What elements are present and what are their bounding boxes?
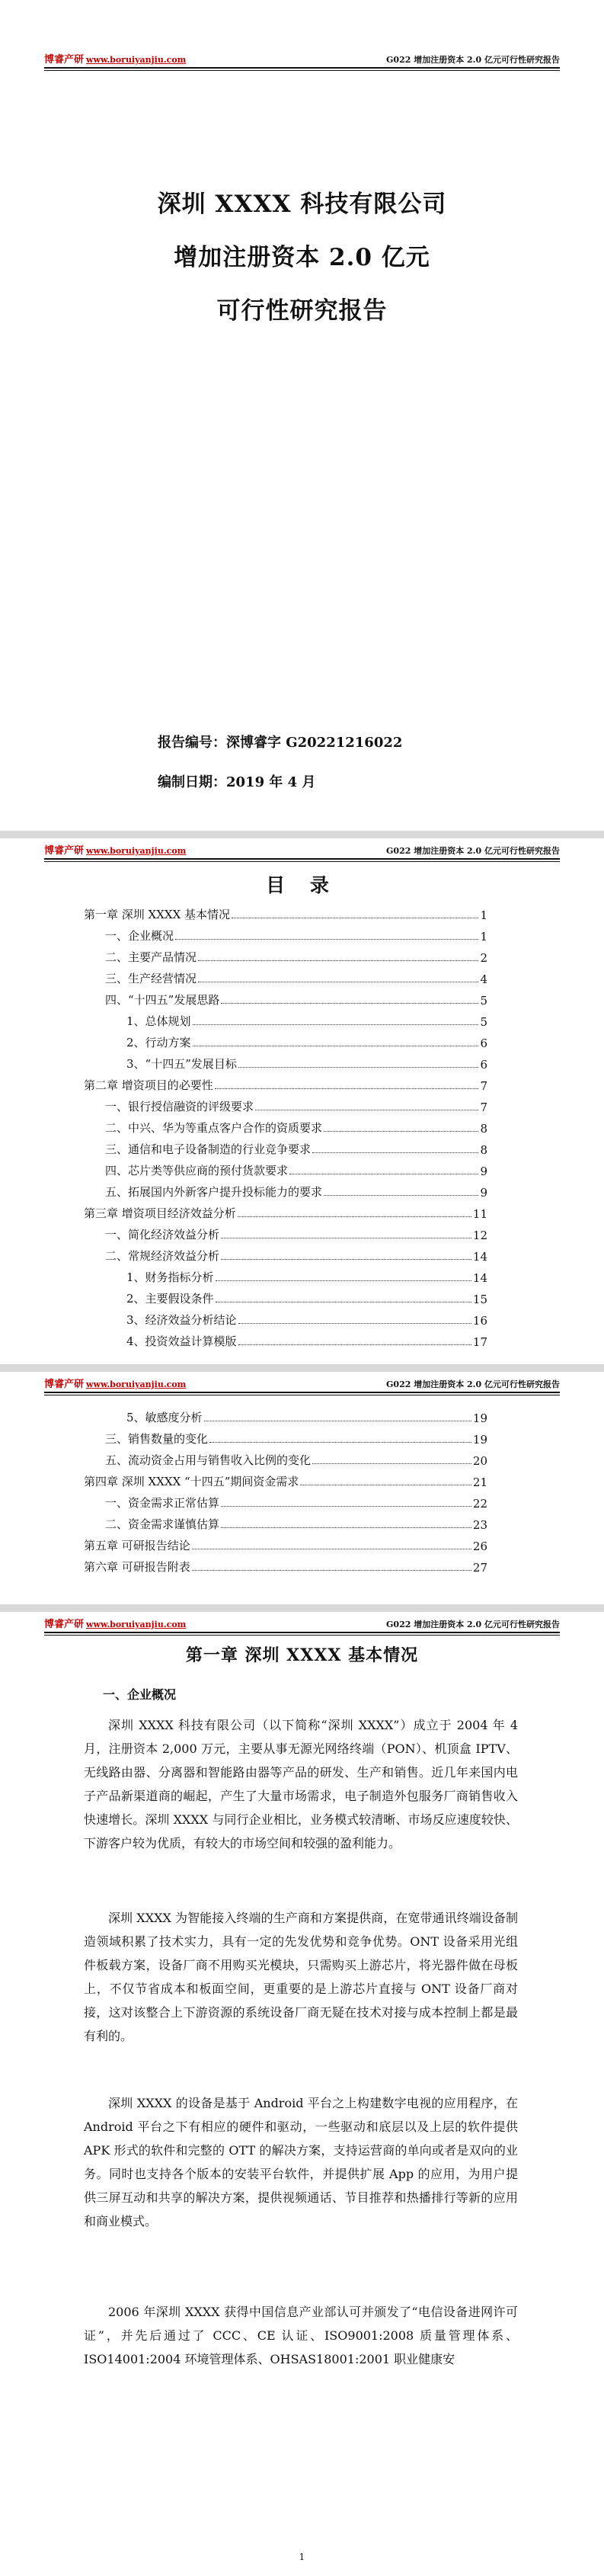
toc-entry-page: 14 [472,1250,487,1264]
toc-entry-label: 三、销售数量的变化 [105,1432,209,1446]
toc-entry-page: 15 [472,1293,487,1306]
toc-entry-page: 19 [472,1411,487,1425]
header-rule [44,70,560,71]
toc-leader-dots [238,1216,471,1217]
page-separator [0,1364,604,1372]
toc-entry[interactable] [105,1140,487,1157]
toc-leader-dots [238,1344,471,1345]
brand-url[interactable]: www.boruiyanjiu.com [86,1379,187,1389]
toc-leader-dots [216,1280,471,1281]
toc-entry-page: 5 [480,1015,487,1029]
brand-url[interactable]: www.boruiyanjiu.com [86,1620,187,1629]
toc-entry-page: 9 [480,1165,487,1178]
toc-title: 目 录 [266,874,338,896]
toc-entry-page: 8 [480,1143,487,1157]
toc-leader-dots [192,1570,471,1571]
toc-entry-label: 五、拓展国内外新客户提升投标能力的要求 [105,1185,323,1199]
toc-entry-page: 7 [480,1101,487,1114]
toc-entry-page: 5 [480,994,487,1008]
toc-entry-page: 8 [480,1122,487,1136]
toc-page-continued [0,1372,604,1604]
cover-report-number: 报告编号：深博睿字 G20221216022 [158,735,403,751]
paragraph: 深圳 XXXX 的设备是基于 Android 平台之上构建数字电视的应用程序，在 Android 平台之下有相应的硬件和驱动，一些驱动和底层以及上层的软件提供 APK 形式的软件和完整的 OTT 的解决方案，支持运营商的单向或者是双向的业务。同时也支持各个版本的安装平台软件，并提供扩展 App 的应用，为用户提供三屏互动和共享的解决方案，提供视频通话、节目推荐和热播排行等新的应用和商业模式。 [84,2096,518,2228]
toc-entry-label: 1、总体规划 [126,1014,191,1028]
page-header [44,53,560,69]
toc-entry-label: 第三章 增资项目经济效益分析 [84,1206,236,1220]
toc-entry-label: 5、敏感度分析 [126,1411,203,1424]
toc-entry[interactable] [105,1119,487,1136]
toc-leader-dots [221,1527,471,1528]
toc-entry-page: 6 [480,1058,487,1072]
header-doc-title: G022 增加注册资本 2.0 亿元可行性研究报告 [386,55,560,65]
page-separator [0,1604,604,1612]
paragraph: 深圳 XXXX 科技有限公司（以下简称“深圳 XXXX”）成立于 2004 年 4 月，注册资本 2,000 万元，主要从事无源光网络终端（PON）、机顶盒 IPTV、无线路由器、分离器和智能路由器等产品的研发、生产和销售。近几年来国内电子产品新渠道商的崛起，产生了大量市场需求，电子制造外包服务厂商销售收入快速增长。深圳 XXXX 与同行企业相比，业务模式较清晰、市场反应速度较快、下游客户较为优质，有较大的市场空间和较强的盈利能力。 [84,1718,518,1850]
toc-entry[interactable] [84,1558,487,1575]
section-title: 一、企业概况 [103,1687,177,1702]
toc-entry-page: 27 [472,1561,487,1575]
toc-entry-label: 第六章 可研报告附表 [84,1560,190,1574]
toc-leader-dots [198,960,478,961]
brand-name: 博睿产研 [44,1379,85,1390]
toc-entry-page: 12 [472,1229,487,1242]
toc-entry[interactable] [126,1408,487,1425]
toc-entry-label: 二、常规经济效益分析 [105,1249,220,1263]
page-number: 1 [299,2552,305,2562]
toc-leader-dots [215,1088,479,1089]
header-doc-title: G022 增加注册资本 2.0 亿元可行性研究报告 [386,1379,560,1389]
toc-entry-page: 21 [472,1475,487,1489]
toc-entry[interactable] [84,1204,487,1221]
chapter1-page [0,1612,604,2576]
toc-entry-page: 11 [472,1207,487,1221]
toc-entry-label: 第一章 深圳 XXXX 基本情况 [84,908,231,921]
toc-entry-label: 一、资金需求正常估算 [105,1496,220,1510]
toc-entry-page: 17 [472,1335,487,1349]
header-brand[interactable] [44,51,186,66]
toc-page [0,838,604,1364]
cover-subject-title: 增加注册资本 2.0 亿元 [174,244,430,271]
toc-entry-page: 2 [480,951,487,965]
toc-entry[interactable] [84,1076,487,1093]
cover-page [0,0,604,831]
toc-entry[interactable] [105,1430,487,1447]
header-doc-title: G022 增加注册资本 2.0 亿元可行性研究报告 [386,846,560,856]
toc-entry[interactable] [84,1536,487,1553]
toc-leader-dots [209,1442,471,1443]
toc-entry[interactable] [126,1268,487,1285]
toc-entry-label: 3、“十四五”发展目标 [126,1057,237,1071]
toc-entry-page: 19 [472,1433,487,1447]
toc-entry[interactable] [126,1290,487,1306]
toc-entry-label: 第二章 增资项目的必要性 [84,1078,213,1092]
toc-entry-page: 16 [472,1314,487,1328]
toc-leader-dots [324,1195,478,1196]
toc-entry[interactable] [105,1226,487,1242]
toc-entry[interactable] [105,1494,487,1511]
toc-entry[interactable] [105,969,487,986]
brand-name: 博睿产研 [44,845,85,857]
toc-entry-label: 一、简化经济效益分析 [105,1228,220,1242]
header-brand[interactable] [44,1376,186,1390]
toc-entry[interactable] [126,1055,487,1072]
header-brand[interactable] [44,842,186,857]
toc-entry[interactable] [84,1472,487,1489]
toc-leader-dots [175,939,478,940]
toc-leader-dots [324,1131,478,1132]
toc-entry[interactable] [126,1332,487,1349]
toc-entry-label: 2、主要假设条件 [126,1292,214,1306]
toc-entry[interactable] [105,927,487,944]
toc-entry-label: 1、财务指标分析 [126,1270,214,1284]
toc-leader-dots [238,1323,471,1324]
toc-entry-page: 7 [480,1079,487,1093]
toc-entry-label: 3、经济效益分析结论 [126,1313,237,1327]
cover-company-title: 深圳 XXXX 科技有限公司 [157,191,447,218]
toc-entry[interactable] [126,1311,487,1328]
toc-entry[interactable] [105,991,487,1008]
toc-entry-page: 6 [480,1036,487,1050]
toc-entry-page: 1 [480,908,487,922]
toc-entry-label: 2、行动方案 [126,1036,191,1049]
toc-entry-label: 三、生产经营情况 [105,972,197,985]
toc-entry[interactable] [105,1451,487,1468]
toc-leader-dots [221,1003,478,1004]
toc-entry[interactable] [105,948,487,965]
toc-entry-page: 26 [472,1540,487,1553]
toc-leader-dots [238,1067,479,1068]
toc-entry[interactable] [126,1012,487,1029]
brand-name: 博睿产研 [44,1619,85,1630]
toc-entry-label: 四、芯片类等供应商的预付货款要求 [105,1164,289,1177]
toc-leader-dots [312,1463,471,1464]
toc-entry[interactable] [105,1183,487,1200]
toc-entry-label: 一、银行授信融资的评级要求 [105,1100,254,1113]
toc-entry-label: 4、投资效益计算模版 [126,1334,237,1348]
page-separator [0,831,604,838]
toc-entry-page: 22 [472,1497,487,1511]
paragraph: 深圳 XXXX 为智能接入终端的生产商和方案提供商，在宽带通讯终端设备制造领域积累了技术实力，具有一定的先发优势和竞争优势。ONT 设备采用光组件板载方案，设备厂商不用购买光模块，只需购买上游芯片，将光器件做在母板上，不仅节省成本和板面空间，更重要的是上游芯片直接与 ONT 设备厂商对接，这对该整合上下游资源的系统设备厂商无疑在技术对接与成本控制上都是最有利的。 [84,1911,518,2043]
toc-entry[interactable] [126,1033,487,1050]
chapter-title: 第一章 深圳 XXXX 基本情况 [185,1645,419,1665]
toc-entry-page: 14 [472,1271,487,1285]
brand-name: 博睿产研 [44,54,85,66]
brand-url[interactable]: www.boruiyanjiu.com [86,846,187,856]
paragraph: 2006 年深圳 XXXX 获得中国信息产业部认可并颁发了“电信设备进网许可证”，并先后通过了 CCC、CE 认证、ISO9001:2008 质量管理体系、ISO14001:2004 环境管理体系、OHSAS18001:2001 职业健康安 [84,2305,518,2366]
page-header [44,1618,560,1633]
toc-leader-dots [193,1024,479,1025]
toc-entry-page: 1 [480,930,487,944]
header-rule [44,861,560,862]
toc-entry-label: 二、主要产品情况 [105,950,197,964]
toc-entry-label: 第五章 可研报告结论 [84,1539,190,1552]
toc-entry-page: 9 [480,1186,487,1200]
header-rule [44,1635,560,1636]
cover-compile-date: 编制日期：2019 年 4 月 [158,774,316,790]
toc-entry[interactable] [105,1097,487,1114]
toc-entry-page: 23 [472,1518,487,1532]
page-header [44,844,560,860]
toc-leader-dots [221,1506,471,1507]
toc-entry[interactable] [105,1247,487,1264]
toc-entry-label: 三、通信和电子设备制造的行业竞争要求 [105,1142,312,1156]
page-header [44,1378,560,1393]
header-doc-title: G022 增加注册资本 2.0 亿元可行性研究报告 [386,1620,560,1629]
toc-entry-label: 五、流动资金占用与销售收入比例的变化 [105,1453,312,1467]
toc-entry[interactable] [105,1515,487,1532]
toc-entry-page: 20 [472,1454,487,1468]
toc-entry[interactable] [84,905,487,922]
toc-entry[interactable] [105,1161,487,1178]
header-brand[interactable] [44,1616,186,1630]
toc-entry-label: 四、“十四五”发展思路 [105,993,220,1007]
toc-entry-label: 二、资金需求谨慎估算 [105,1517,220,1531]
cover-report-title: 可行性研究报告 [216,297,388,325]
toc-leader-dots [221,1259,471,1260]
toc-entry-page: 4 [480,972,487,986]
toc-entry-label: 一、企业概况 [105,929,174,943]
toc-entry-label: 第四章 深圳 XXXX “十四五”期间资金需求 [84,1475,299,1488]
toc-entry-label: 二、中兴、华为等重点客户合作的资质要求 [105,1121,323,1135]
toc-leader-dots [312,1152,478,1153]
brand-url[interactable]: www.boruiyanjiu.com [86,55,187,65]
